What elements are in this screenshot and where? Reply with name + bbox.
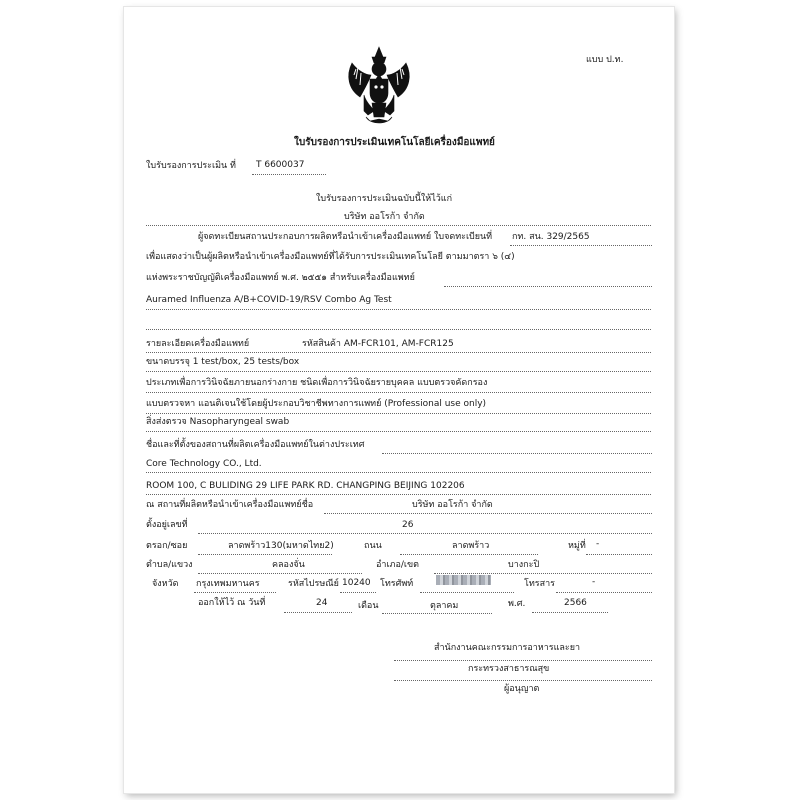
place-label: ณ สถานที่ผลิตหรือนำเข้าเครื่องมือแพทย์ชื่อ bbox=[146, 500, 314, 510]
company-line bbox=[146, 225, 651, 226]
registrant-value: กท. สน. 329/2565 bbox=[512, 232, 590, 242]
specimen: สิ่งส่งตรวจ Nasopharyngeal swab bbox=[146, 417, 290, 427]
moo-value: - bbox=[596, 539, 600, 549]
postcode-value: 10240 bbox=[342, 578, 371, 588]
statement-2: แห่งพระราชบัญญัติเครื่องมือแพทย์ พ.ศ. ๒๕๕๑ สำหรับเครื่องมือแพทย์ bbox=[146, 273, 415, 283]
soi-label: ตรอก/ซอย bbox=[146, 541, 188, 551]
issue-month-label: เดือน bbox=[358, 601, 379, 611]
subdistrict-label: ตำบล/แขวง bbox=[146, 560, 193, 570]
test-type-line bbox=[146, 392, 651, 393]
office-name: สำนักงานคณะกรรมการอาหารและยา bbox=[434, 643, 581, 653]
soi-value: ลาดพร้าว130(มหาดไทย2) bbox=[228, 541, 334, 551]
statement-line bbox=[444, 286, 652, 287]
device-line-1 bbox=[146, 309, 651, 310]
road-label: ถนน bbox=[364, 541, 382, 551]
place-value: บริษัท ออโรก้า จำกัด bbox=[412, 500, 493, 510]
ministry-line bbox=[394, 680, 652, 681]
manufacturer-label: ชื่อและที่ตั้งของสถานที่ผลิตเครื่องมือแพทย์ในต่างประเทศ bbox=[146, 440, 365, 450]
fax-line bbox=[556, 592, 652, 593]
test-type: ประเภทเพื่อการวินิจฉัยภายนอกร่างกาย ชนิดเพื่อการวินิจฉัยรายบุคคล แบบตรวจคัดกรอง bbox=[146, 378, 488, 388]
product-code: รหัสสินค้า AM-FCR101, AM-FCR125 bbox=[302, 339, 454, 349]
packaging: ขนาดบรรจุ 1 test/box, 25 tests/box bbox=[146, 357, 300, 367]
cert-no-label: ใบรับรองการประเมิน ที่ bbox=[146, 161, 236, 171]
packaging-line bbox=[146, 371, 651, 372]
issue-date-label: ออกให้ไว้ ณ วันที่ bbox=[198, 598, 266, 608]
subdistrict-value: คลองจั่น bbox=[272, 560, 305, 570]
district-value: บางกะปิ bbox=[508, 560, 540, 570]
issue-year-label: พ.ศ. bbox=[508, 599, 526, 609]
soi-line bbox=[198, 554, 332, 555]
moo-line bbox=[586, 554, 652, 555]
phone-line bbox=[420, 592, 514, 593]
issue-year: 2566 bbox=[564, 598, 587, 608]
registrant-label: ผู้จดทะเบียนสถานประกอบการผลิตหรือนำเข้าเครื่องมือแพทย์ ใบจดทะเบียนที่ bbox=[198, 232, 493, 242]
method: แบบตรวจหา แอนติเจนใช้โดยผู้ประกอบวิชาชีพทางการแพทย์ (Professional use only) bbox=[146, 399, 487, 409]
details-label: รายละเอียดเครื่องมือแพทย์ bbox=[146, 339, 250, 349]
form-code: แบบ ป.ท. bbox=[586, 55, 624, 65]
registrant-line bbox=[510, 245, 652, 246]
province-line bbox=[194, 592, 276, 593]
cert-no-value: T 6600037 bbox=[256, 160, 305, 170]
specimen-line bbox=[146, 431, 651, 432]
garuda-emblem bbox=[344, 45, 414, 127]
manufacturer-address-line bbox=[146, 494, 651, 495]
certificate-page bbox=[124, 7, 674, 793]
postcode-label: รหัสไปรษณีย์ bbox=[288, 579, 339, 589]
fax-value: - bbox=[592, 577, 596, 587]
subdistrict-line bbox=[198, 573, 362, 574]
phone-redaction bbox=[436, 575, 491, 585]
method-line bbox=[146, 413, 651, 414]
office-line bbox=[394, 660, 652, 661]
district-line bbox=[434, 573, 652, 574]
certificate-title: ใบรับรองการประเมินเทคโนโลยีเครื่องมือแพทย์ bbox=[294, 137, 495, 148]
ministry-name: กระทรวงสาธารณสุข bbox=[468, 664, 550, 674]
issue-day-line bbox=[284, 612, 352, 613]
house-no-line bbox=[198, 533, 652, 534]
device-name: Auramed Influenza A/B+COVID-19/RSV Combo Ag Test bbox=[146, 295, 392, 305]
cert-no-line bbox=[252, 174, 326, 175]
phone-label: โทรศัพท์ bbox=[380, 579, 414, 589]
manufacturer-address: ROOM 100, C BULIDING 29 LIFE PARK RD. CHANGPING BEIJING 102206 bbox=[146, 481, 465, 491]
house-no-value: 26 bbox=[402, 520, 414, 530]
manufacturer-name: Core Technology CO., Ltd. bbox=[146, 459, 262, 469]
issue-year-line bbox=[532, 612, 608, 613]
manufacturer-name-line bbox=[146, 472, 651, 473]
road-line bbox=[400, 554, 538, 555]
place-line bbox=[324, 513, 652, 514]
district-label: อำเภอ/เขต bbox=[376, 560, 419, 570]
province-label: จังหวัด bbox=[152, 579, 179, 589]
company-name: บริษัท ออโรก้า จำกัด bbox=[344, 212, 425, 222]
details-line bbox=[146, 352, 651, 353]
moo-label: หมู่ที่ bbox=[568, 541, 586, 551]
issue-day: 24 bbox=[316, 598, 328, 608]
device-line-2 bbox=[146, 329, 651, 330]
issued-to-label: ใบรับรองการประเมินฉบับนี้ให้ไว้แก่ bbox=[316, 194, 453, 204]
postcode-line bbox=[340, 592, 376, 593]
province-value: กรุงเทพมหานคร bbox=[196, 579, 260, 589]
issue-month-line bbox=[382, 613, 492, 614]
house-no-label: ตั้งอยู่เลขที่ bbox=[146, 520, 188, 530]
issue-month: ตุลาคม bbox=[430, 601, 459, 611]
statement-1: เพื่อแสดงว่าเป็นผู้ผลิตหรือนำเข้าเครื่องมือแพทย์ที่ได้รับการประเมินเทคโนโลยี ตามมาตรา ๖ (๔) bbox=[146, 252, 515, 262]
approver-role: ผู้อนุญาต bbox=[504, 684, 540, 694]
road-value: ลาดพร้าว bbox=[452, 541, 490, 551]
fax-label: โทรสาร bbox=[524, 579, 555, 589]
manufacturer-label-line bbox=[382, 453, 652, 454]
